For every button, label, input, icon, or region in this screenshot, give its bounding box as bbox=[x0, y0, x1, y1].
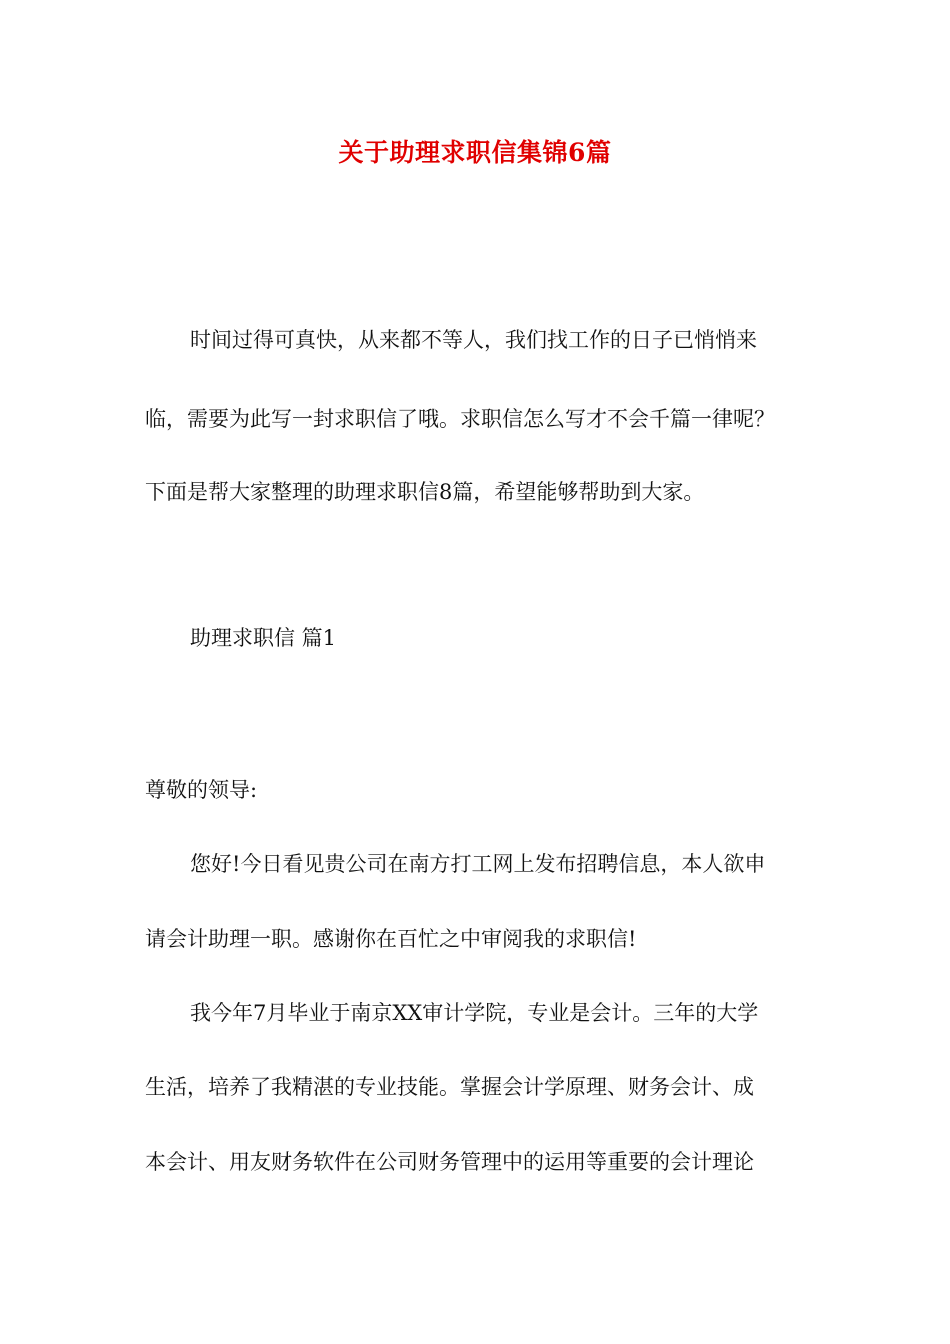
intro-line: 下面是帮大家整理的助理求职信8篇，希望能够帮助到大家。 bbox=[145, 480, 705, 504]
paragraph-line: 您好!今日看见贵公司在南方打工网上发布招聘信息，本人欲申 bbox=[190, 852, 766, 876]
intro-line: 临，需要为此写一封求职信了哦。求职信怎么写才不会千篇一律呢？ bbox=[145, 407, 775, 431]
paragraph-line: 我今年7月毕业于南京XX审计学院，专业是会计。三年的大学 bbox=[190, 1001, 759, 1025]
section-heading: 助理求职信 篇1 bbox=[190, 626, 337, 650]
salutation: 尊敬的领导: bbox=[145, 778, 258, 802]
intro-line: 时间过得可真快，从来都不等人，我们找工作的日子已悄悄来 bbox=[190, 328, 757, 352]
paragraph-line: 请会计助理一职。感谢你在百忙之中审阅我的求职信! bbox=[145, 927, 637, 951]
paragraph-line: 本会计、用友财务软件在公司财务管理中的运用等重要的会计理论 bbox=[145, 1150, 754, 1174]
document-title: 关于助理求职信集锦6篇 bbox=[338, 138, 612, 167]
paragraph-line: 生活，培养了我精湛的专业技能。掌握会计学原理、财务会计、成 bbox=[145, 1075, 754, 1099]
